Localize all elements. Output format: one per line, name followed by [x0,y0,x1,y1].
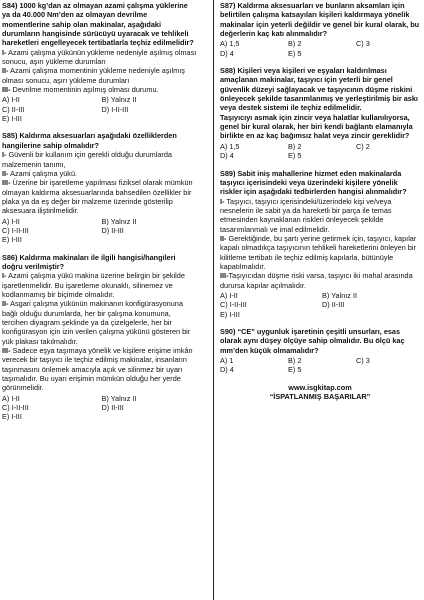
option-a: A) I-II [2,216,20,226]
option-e: E) I-III [2,235,22,245]
option-c: C) 2 [356,141,370,151]
statement-number: III- [2,178,11,188]
question-85 [2,131,197,244]
statement-number: II- [2,66,9,76]
statement-text: Üzerine bir işaretleme yapılması fiziksel olarak mümkün olmayan kaldırma aksesuarlarında bahsedilen özellikler bir plaka ya da eş değer bir malzeme üzerinde gösterilip aksesuara iliştirilmelidir. [2,178,193,216]
option-a: A) 1,5 [220,39,240,49]
option-d: D) II-III [101,403,124,413]
question-87-options [220,39,420,58]
statement-number: I- [2,271,7,281]
statement-number: III- [220,271,229,281]
statement-number: III- [2,346,11,356]
question-85-statement-1 [2,150,197,169]
question-86-options [2,394,197,422]
footer [220,383,420,402]
statement-number: III- [2,85,11,95]
option-e: E) I-III [2,114,22,124]
question-90 [220,327,420,375]
question-88-title: S88) Kişileri veya kişileri ve eşyaları kaldırılması amaçlanan makinalar, taşıyıcı için yeterli bir genel güvenlik düzeyi sağlayacak ve taşıyıcının düşme riskini önleyecek şekilde tasarımlanmış ve yerleştirilmiş bir askı veya destek sistemi ile teçhiz edilmelidir. [220,66,418,113]
statement-number: II- [2,299,9,309]
option-b: B) 2 [288,356,302,366]
statement-number: II- [2,168,9,178]
statement-text: Azami çalışma yükü makina üzerine belirgin bir şekilde işaretlenmelidir. Bu işaretleme okunaklı, silinemez ve kodlanmamış bir biçimde olmalıdır. [2,271,185,299]
option-a: A) I-II [220,290,238,300]
question-84-statement-3 [2,85,197,94]
question-85-title: S85) Kaldırma aksesuarları aşağıdaki özelliklerden hangilerine sahip olmalıdır? [2,131,177,150]
question-86-statement-3 [2,346,197,393]
option-c: C) 3 [356,356,370,366]
statement-text: Azami çalışma momentinin yükleme nedeniyle aşılmış olması sonucu, aşırı yükleme durumları [2,66,185,85]
question-86 [2,253,197,422]
statement-text: Güvenli bir kullanım için gerekli olduğu durumlarda malzemenin tanımı, [2,150,172,169]
question-89-title: S89) Sabit iniş mahallerine hizmet eden makinalarda taşıyıcı içerisindeki veya üzerindeki kişilere yönelik riskler için aşağıdaki tedbirlerden hangisi alınmalıdır? [220,168,407,197]
option-a: A) 1 [220,356,234,366]
statement-number: II- [220,233,227,243]
question-87-title: S87) Kaldırma aksesuarları ve bunların aksamları için belirtilen çalışma katsayıları kişileri kaldırmaya yönelik makinalar için yeterli değildir ve genel bir kural olarak, bu değerlerin kaç katı alınmalıdır? [220,1,420,39]
column-divider [213,0,214,600]
option-c: C) I-II-III [2,225,29,235]
option-c: C) I-II-III [2,403,29,413]
question-88 [220,66,420,160]
question-84-statement-2 [2,66,197,85]
option-d: D) 4 [220,48,234,58]
right-column [220,1,420,401]
option-d: D) II-III [101,225,124,235]
option-e: E) 5 [288,151,302,161]
footer-url[interactable]: www.isgkitap.com [288,382,352,392]
option-a: A) I-II [2,95,20,105]
option-a: A) I-II [2,393,20,403]
option-e: E) 5 [288,365,302,375]
question-89 [220,169,420,320]
question-90-title: S90) “CE” uygunluk işaretinin çeşitli unsurları, esas olarak aynı düşey ölçüye sahip olmalıdır. Bu ölçü kaç mm’den küçük olmamalıdır? [220,327,405,355]
statement-text: Taşıyıcıdan düşme riski varsa, taşıyıcı iki mahal arasında durursa kapılar açılmalıdır. [220,271,413,290]
option-e: E) 5 [288,48,302,58]
option-e: E) I-III [220,309,240,319]
option-b: B) 2 [288,39,302,49]
question-84-statement-1 [2,48,197,67]
question-90-options [220,356,420,375]
question-89-statement-2 [220,234,420,271]
statement-text: Taşıyıcı, taşıyıcı içerisindeki/üzerindeki kişi ve/veya nesnelerin ile sabit ya da hareketli bir parça ile temas etmesinden kaynaklanan riskleri önleyecek şekilde tasarımlanmalı ve imal edilmelidir. [220,196,392,234]
question-88-options [220,142,420,161]
option-b: B) Yalnız II [322,290,358,300]
option-c: C) II-III [2,104,25,114]
left-column [2,1,197,430]
question-84-title: S84) 1000 kg’dan az olmayan azami çalışma yüklerine ya da 40.000 Nm’den az olmayan devrilme momentlerine sahip olan makinalar, aşağıdaki durumların hangisinde sürücüyü uyaracak ve tehlikeli hareketleri engelleyecek tertibatlarla teçhiz edilmelidir? [2,1,194,48]
option-b: B) Yalnız II [101,216,137,226]
option-b: B) Yalnız II [101,95,137,105]
option-d: D) 4 [220,151,234,161]
option-d: D) I-II-III [101,104,129,114]
option-b: B) Yalnız II [101,393,137,403]
question-85-statement-2 [2,169,197,178]
question-89-statement-3 [220,271,420,290]
statement-number: I- [2,150,7,160]
question-88-body: Taşıyıcıyı asmak için zincir veya halatlar kullanılıyorsa, genel bir kural olarak, her biri kendi bağlantı elamanıyla birlikte en az kaç bağımsız halat veya zincir gereklidir? [220,112,413,141]
question-87 [220,1,420,58]
footer-slogan: “İSPATLANMIŞ BAŞARILAR” [269,392,371,402]
statement-text: Azami çalışma yükünün yükleme nedeniyle aşılmış olması sonucu, aşırı yükleme durumları [2,47,197,67]
option-d: D) II-III [322,300,345,310]
question-86-statement-1 [2,271,197,299]
option-a: A) 1,5 [220,141,240,151]
option-e: E) I-III [2,412,22,422]
question-89-options [220,291,420,319]
question-84-options [2,95,197,123]
question-89-statement-1 [220,197,420,234]
question-84 [2,1,197,123]
question-86-title: S86) Kaldırma makinaları ile ilgili hangisi/hangileri doğru verilmiştir? [2,252,176,271]
statement-text: Gerektiğinde, bu şartı yerine getirmek için, taşıyıcı, kapılar kapalı olmadıkça taşıyıcının tehlikeli hareketlerini önleyen bir kilitleme tertibatı ile teçhiz edilmiş kapılarla, bütünüyle kapatılmalıdır. [220,233,417,271]
statement-text: Azami çalışma yükü. [8,168,78,178]
option-c: C) I-II-III [220,300,247,310]
question-85-statement-3 [2,178,197,215]
question-86-statement-2 [2,299,197,346]
statement-text: Devrilme momentinin aşılmış olması durumu. [10,85,159,95]
option-d: D) 4 [220,365,234,375]
option-c: C) 3 [356,39,370,49]
statement-number: I- [2,47,7,57]
statement-text: Asgari çalışma yükünün makinanın konfigürasyonuna bağlı olduğu durumlarda, her bir çalışma konumuna, tercihen diyagram şeklinde ya da çizelgelerle, her bir konfigürasyon için izin verilen çalışma yükünü gösteren bir yük plakası takılmalıdır. [2,299,191,346]
statement-text: Sadece eşya taşımaya yönelik ve kişilere erişime imkân verecek bir taşıyıcı ile teçhiz edilmiş makinalar, insanların taşınmasını önlemek amacıyla açık ve silinmez bir uyarı taşımalıdır. Bu uyarı erişimin mümkün olduğu her yerde görünmelidir. [2,346,193,393]
question-85-options [2,217,197,245]
statement-number: I- [220,196,225,206]
option-b: B) 2 [288,141,302,151]
